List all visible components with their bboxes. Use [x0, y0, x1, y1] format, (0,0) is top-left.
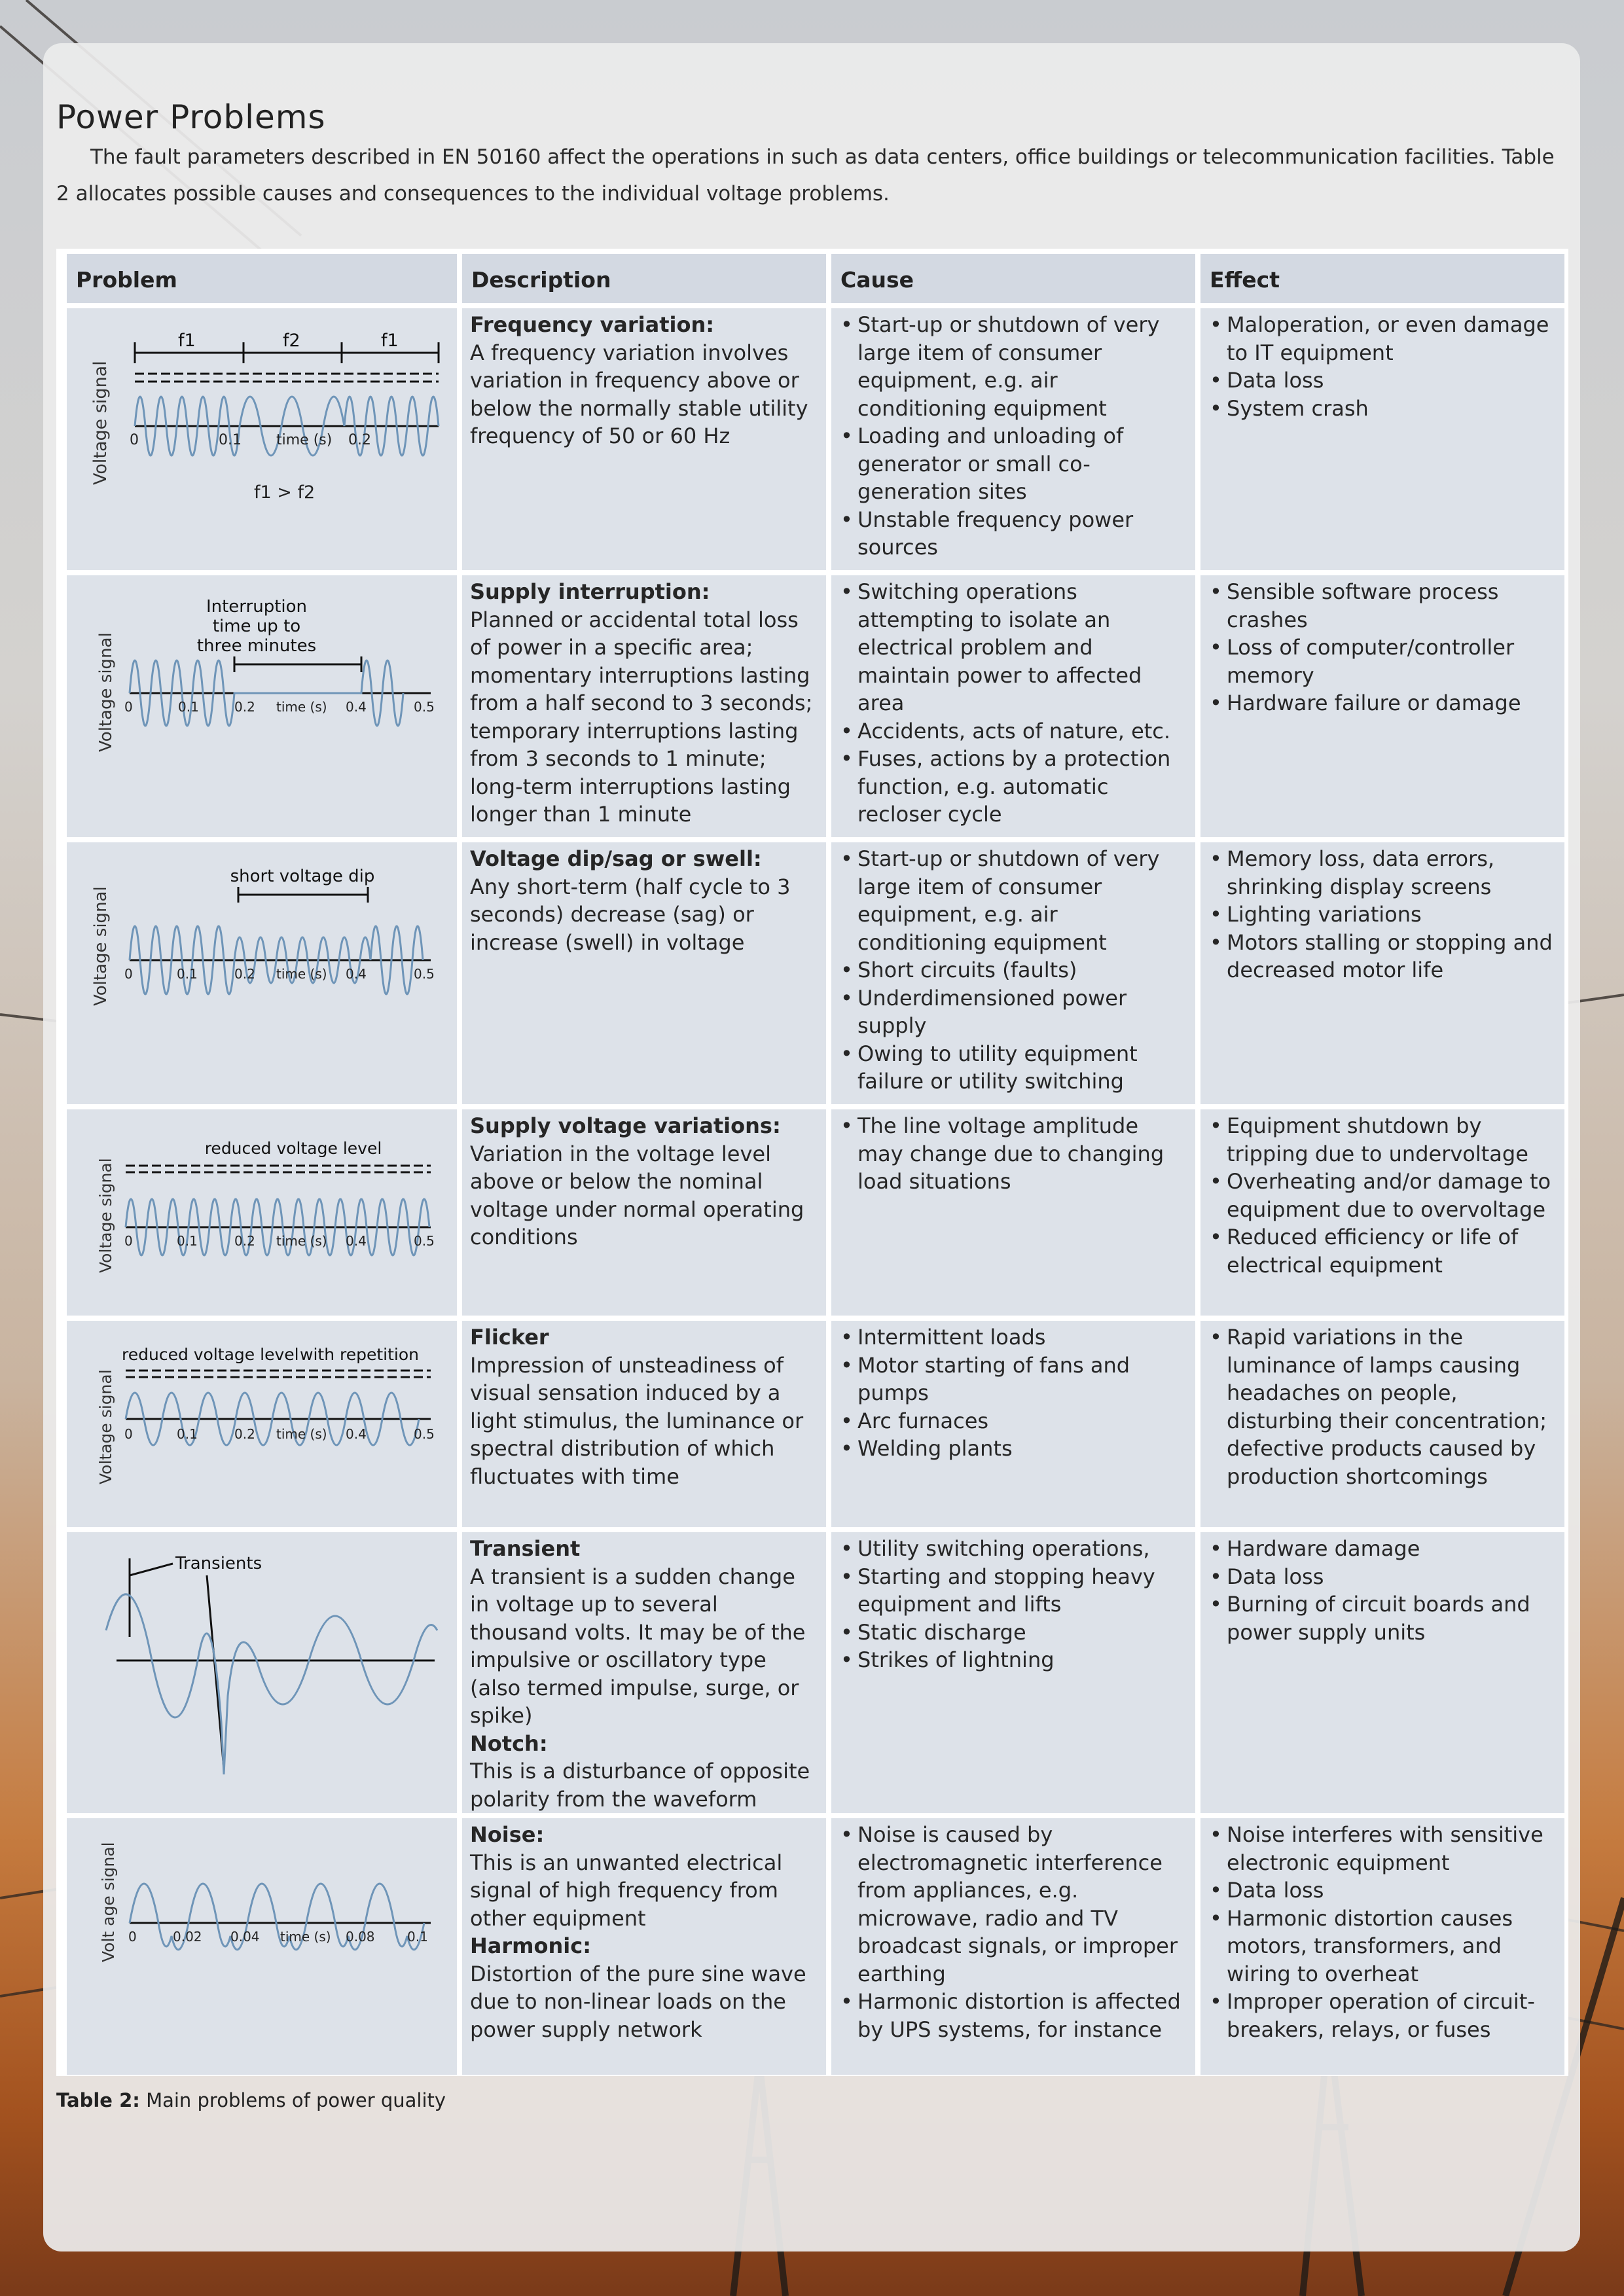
problem-figure-interruption [67, 575, 457, 842]
table-row [67, 842, 1564, 1109]
problem-title: Noise: [470, 1822, 545, 1847]
problem-title: Voltage dip/sag or swell: [470, 846, 762, 871]
problem-title: Frequency variation: [470, 312, 715, 337]
problem-figure-flicker [67, 1321, 457, 1532]
y-axis-label: Volt age signal [99, 1842, 118, 1962]
header-description: Description [462, 254, 826, 308]
tick-time: time (s) [276, 966, 327, 982]
intro-paragraph: The fault parameters described in EN 50160 affect the operations in such as data centers, office buildings or telecommunication facilities. Table 2 allocates possible causes and consequences to the individual voltage problems. [56, 145, 1555, 206]
table-row [67, 1109, 1564, 1321]
voltage-dip-waveform [67, 842, 457, 1104]
tick-0-5: 0.5 [414, 699, 435, 715]
tick-time: time (s) [276, 1233, 327, 1249]
effect-item: • Memory loss, data errors, shrinking display screens [1208, 845, 1558, 901]
effect-item: • Lighting variations [1208, 901, 1558, 929]
problem-figure-noise [67, 1818, 457, 2075]
header-cause: Cause [831, 254, 1195, 308]
flicker-waveform [67, 1321, 457, 1527]
tick-0-4: 0.4 [346, 966, 367, 982]
problem-description: Any short-term (half cycle to 3 seconds) decrease (sag) or increase (swell) in voltage [470, 874, 791, 955]
table-caption [56, 2089, 446, 2111]
cause-item: • Starting and stopping heavy equipment and lifts [839, 1563, 1189, 1619]
annotation-transients: Transients [175, 1554, 262, 1573]
tick-0-2: 0.2 [234, 966, 255, 982]
table-row [67, 1532, 1564, 1818]
tick-0-4: 0.4 [346, 1426, 367, 1442]
tick-0: 0 [130, 432, 139, 448]
tick-0-2: 0.2 [348, 432, 371, 448]
effect-item: • Reduced efficiency or life of electrical equipment [1208, 1223, 1558, 1279]
tick-0-1: 0.1 [407, 1929, 428, 1945]
caption-label: Table 2: [56, 2089, 140, 2111]
y-axis-label: Voltage signal [90, 361, 111, 485]
effect-item: • Maloperation, or even damage to IT equipment [1208, 311, 1558, 367]
tick-0: 0 [124, 1233, 133, 1249]
effect-item: • Overheating and/or damage to equipment due to overvoltage [1208, 1168, 1558, 1223]
tick-0-5: 0.5 [414, 1233, 435, 1249]
cause-item: • Noise is caused by electromagnetic interference from appliances, e.g. microwave, radio and TV broadcast signals, or improper earthing [839, 1821, 1189, 1988]
effect-item: • Data loss [1208, 1563, 1558, 1591]
annotation-line-2: time up to [212, 617, 301, 636]
power-problems-table [56, 249, 1568, 2076]
transient-waveform [67, 1532, 457, 1805]
tick-0-1: 0.1 [178, 699, 199, 715]
effect-item: • Motors stalling or stopping and decreased motor life [1208, 929, 1558, 984]
cause-item: • Owing to utility equipment failure or utility switching [839, 1040, 1189, 1096]
tick-0-1: 0.1 [177, 1233, 198, 1249]
problem-subdescription: Distortion of the pure sine wave due to non-linear loads on the power supply network [470, 1961, 806, 2042]
supply-voltage-variation-waveform [67, 1109, 457, 1316]
page-title: Power Problems [56, 98, 326, 136]
problem-description: Impression of unsteadiness of visual sensation induced by a light stimulus, the luminance or spectral distribution of which fluctuates with time [470, 1352, 804, 1489]
cause-item: • Start-up or shutdown of very large item of consumer equipment, e.g. air conditioning equipment [839, 311, 1189, 422]
tick-0-02: 0.02 [173, 1929, 202, 1945]
tick-0-2: 0.2 [234, 699, 255, 715]
cause-item: • Fuses, actions by a protection function, e.g. automatic recloser cycle [839, 745, 1189, 829]
tick-time: time (s) [276, 1426, 327, 1442]
cause-item: • The line voltage amplitude may change due to changing load situations [839, 1112, 1189, 1196]
cause-item: • Start-up or shutdown of very large item of consumer equipment, e.g. air conditioning equipment [839, 845, 1189, 956]
tick-0-1: 0.1 [219, 432, 242, 448]
problem-subtitle: Notch: [470, 1731, 548, 1756]
tick-0-2: 0.2 [234, 1426, 255, 1442]
frequency-variation-waveform [67, 308, 457, 570]
problem-figure-dip [67, 842, 457, 1109]
segment-label-f1: f1 [178, 331, 196, 351]
cause-item: • Harmonic distortion is affected by UPS systems, for instance [839, 1988, 1189, 2043]
effect-item: • Improper operation of circuit-breakers, relays, or fuses [1208, 1988, 1558, 2043]
problem-description: A frequency variation involves variation in frequency above or below the normally stable utility frequency of 50 or 60 Hz [470, 340, 808, 448]
effect-item: • Data loss [1208, 367, 1558, 395]
tick-0-4: 0.4 [346, 1233, 367, 1249]
y-axis-label: Voltage signal [91, 886, 111, 1006]
interruption-waveform [67, 575, 457, 837]
cause-item: • Arc furnaces [839, 1407, 1189, 1435]
caption-text: Main problems of power quality [146, 2089, 446, 2111]
cause-item: • Unstable frequency power sources [839, 506, 1189, 562]
cause-item: • Strikes of lightning [839, 1646, 1189, 1674]
tick-0-5: 0.5 [414, 966, 435, 982]
effect-item: • Sensible software process crashes [1208, 578, 1558, 634]
table-row [67, 1321, 1564, 1532]
cause-item: • Loading and unloading of generator or small co-generation sites [839, 422, 1189, 506]
effect-item: • Data loss [1208, 1876, 1558, 1905]
tick-time: time (s) [276, 699, 327, 715]
tick-0: 0 [124, 966, 133, 982]
table-row [67, 575, 1564, 842]
effect-item: • Hardware damage [1208, 1535, 1558, 1563]
tick-0: 0 [124, 1426, 133, 1442]
problem-description: A transient is a sudden change in voltage up to several thousand volts. It may be of the impulsive or oscillatory type (also termed impulse, surge, or spike) [470, 1564, 806, 1728]
y-axis-label: Voltage signal [96, 1158, 115, 1273]
problem-title: Supply voltage variations: [470, 1113, 781, 1138]
problem-description: Variation in the voltage level above or below the nominal voltage under normal operating conditions [470, 1141, 804, 1249]
tick-0-4: 0.4 [346, 699, 367, 715]
effect-item: • Hardware failure or damage [1208, 689, 1558, 717]
table-row [67, 1818, 1564, 2075]
problem-figure-transient [67, 1532, 457, 1818]
problem-figure-variations [67, 1109, 457, 1321]
segment-label-f1b: f1 [381, 331, 399, 351]
annotation-line-3: three minutes [196, 636, 317, 656]
tick-0-08: 0.08 [346, 1929, 375, 1945]
annotation-reduced-level: reduced voltage level [122, 1345, 299, 1364]
problem-title: Supply interruption: [470, 579, 710, 604]
cause-item: • Welding plants [839, 1435, 1189, 1463]
problem-subdescription: This is a disturbance of opposite polarity from the waveform [470, 1759, 810, 1812]
noise-harmonic-waveform [67, 1818, 457, 2075]
table-row [67, 308, 1564, 575]
problem-figure-frequency [67, 308, 457, 575]
tick-0: 0 [128, 1929, 137, 1945]
cause-item: • Motor starting of fans and pumps [839, 1352, 1189, 1407]
y-axis-label: Voltage signal [96, 632, 116, 752]
effect-item: • Burning of circuit boards and power supply units [1208, 1590, 1558, 1646]
effect-item: • Loss of computer/controller memory [1208, 634, 1558, 689]
cause-item: • Static discharge [839, 1619, 1189, 1647]
problem-title: Flicker [470, 1325, 549, 1350]
effect-item: • Noise interferes with sensitive electronic equipment [1208, 1821, 1558, 1876]
problem-description: Planned or accidental total loss of power in a specific area; momentary interruptions lasting from a half second to 3 seconds; temporary interruptions lasting from 3 seconds to 1 minute; long-term interruptions lasting longer than 1 minute [470, 607, 813, 827]
problem-description: This is an unwanted electrical signal of high frequency from other equipment [470, 1850, 783, 1931]
problem-title: Transient [470, 1536, 581, 1561]
tick-time: time (s) [280, 1929, 331, 1945]
tick-0-1: 0.1 [177, 1426, 198, 1442]
annotation-reduced-level: reduced voltage level [204, 1139, 382, 1158]
tick-0-04: 0.04 [230, 1929, 260, 1945]
cause-item: • Intermittent loads [839, 1323, 1189, 1352]
tick-time: time (s) [276, 432, 333, 448]
cause-item: • Utility switching operations, [839, 1535, 1189, 1563]
cause-item: • Switching operations attempting to isolate an electrical problem and maintain power to affected area [839, 578, 1189, 717]
effect-item: • System crash [1208, 395, 1558, 423]
frequency-note: f1 > f2 [254, 482, 316, 503]
effect-item: • Equipment shutdown by tripping due to undervoltage [1208, 1112, 1558, 1168]
tick-0-1: 0.1 [177, 966, 198, 982]
y-axis-label: Voltage signal [96, 1369, 115, 1484]
effect-item: • Harmonic distortion causes motors, transformers, and wiring to overheat [1208, 1905, 1558, 1988]
header-effect: Effect [1200, 254, 1564, 308]
cause-item: • Underdimensioned power supply [839, 984, 1189, 1040]
tick-0: 0 [124, 699, 133, 715]
segment-label-f2: f2 [283, 331, 300, 351]
tick-0-2: 0.2 [234, 1233, 255, 1249]
annotation-repetition: with repetition [300, 1345, 419, 1364]
tick-0-5: 0.5 [414, 1426, 435, 1442]
cause-item: • Accidents, acts of nature, etc. [839, 717, 1189, 745]
header-problem: Problem [67, 254, 457, 308]
effect-item: • Rapid variations in the luminance of lamps causing headaches on people, disturbing their concentration; defective products caused by production shortcomings [1208, 1323, 1558, 1490]
problem-subtitle: Harmonic: [470, 1933, 591, 1958]
cause-item: • Short circuits (faults) [839, 956, 1189, 984]
annotation-line-1: Interruption [206, 597, 308, 617]
annotation-short-dip: short voltage dip [230, 867, 375, 886]
